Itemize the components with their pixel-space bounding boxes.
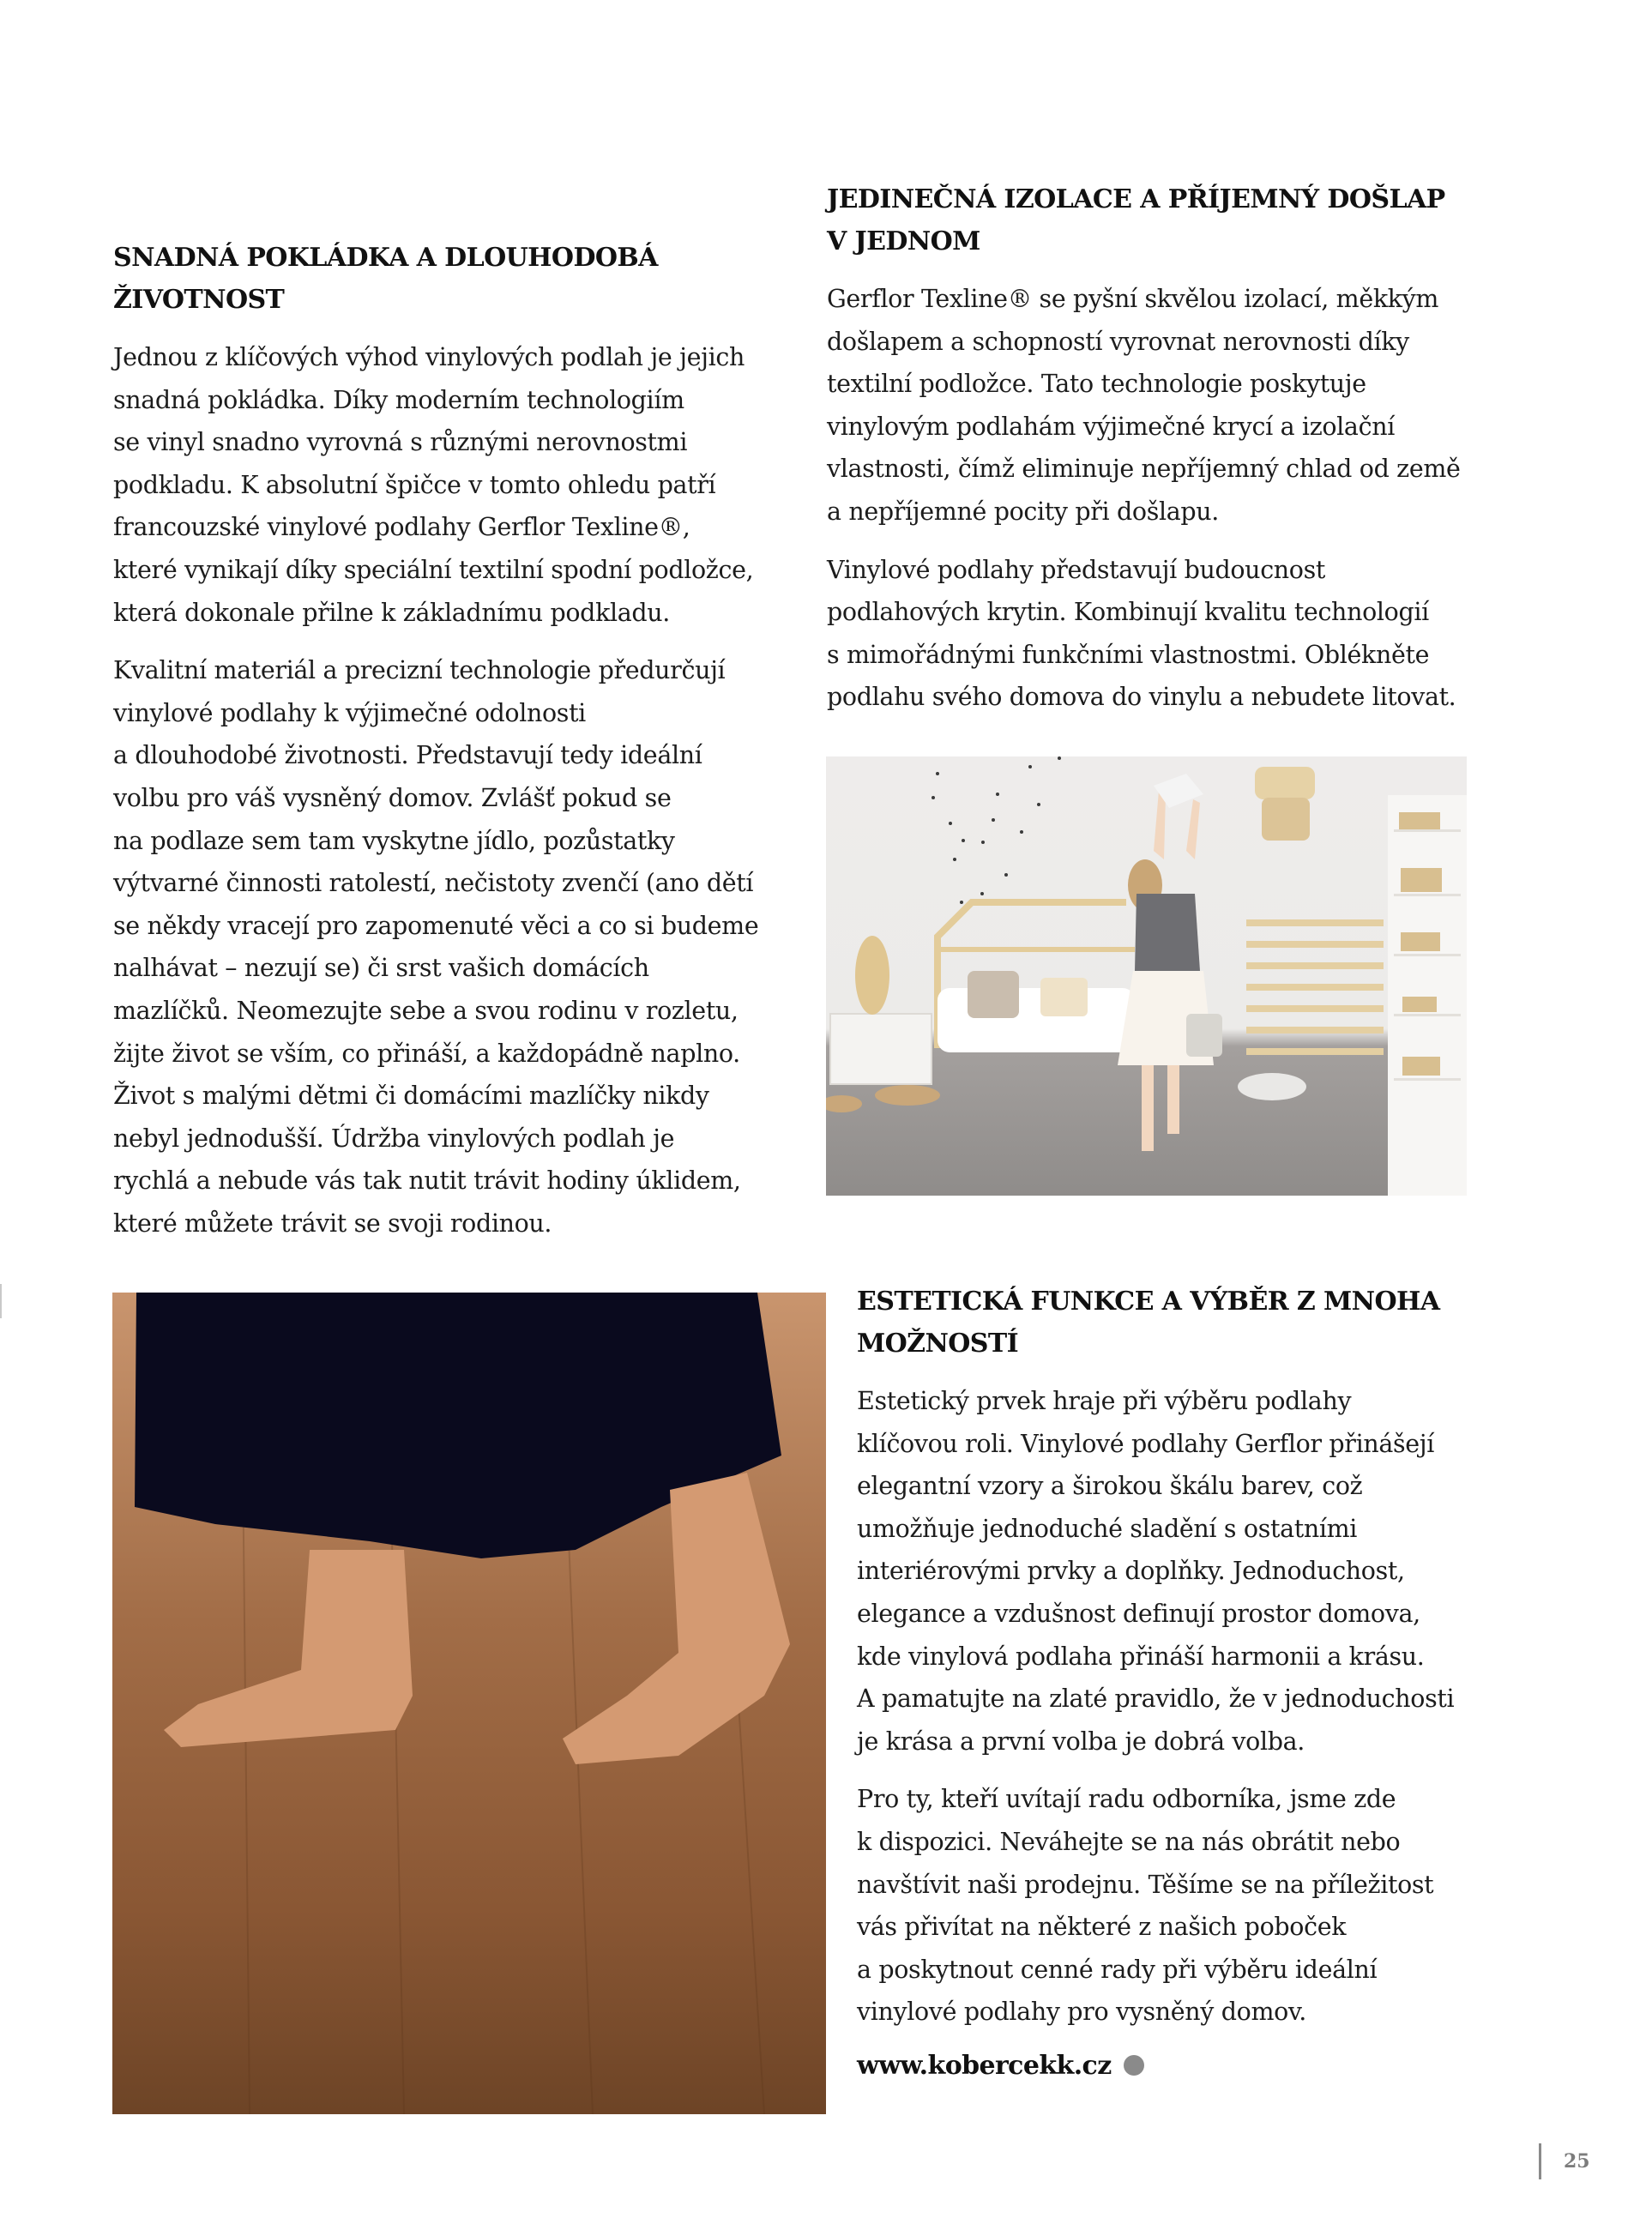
text-line: podkladu. K absolutní špičce v tomto ohledu patří — [113, 470, 716, 499]
text-line: klíčovou roli. Vinylové podlahy Gerflor přinášejí — [857, 1429, 1435, 1458]
text-line: s mimořádnými funkčními vlastnostmi. Oblékněte — [827, 640, 1430, 669]
text-line: které můžete trávit se svoji rodinou. — [113, 1208, 552, 1238]
heading-line: ESTETICKÁ FUNKCE A VÝBĚR Z MNOHA — [857, 1287, 1440, 1317]
side-crate — [830, 936, 932, 1084]
text-line: francouzské vinylové podlahy Gerflor Texline®, — [113, 513, 690, 542]
text-line: a dlouhodobé životnosti. Představují tedy ideální — [113, 741, 702, 770]
heading-line: ŽIVOTNOST — [113, 285, 285, 315]
text-line: snadná pokládka. Díky moderním technologiím — [113, 385, 684, 414]
wall-slats — [1246, 919, 1384, 1055]
text-line: vinylové podlahy k výjimečné odolnosti — [113, 698, 586, 727]
text-line: rychlá a nebude vás tak nutit trávit hodiny úklidem, — [113, 1166, 741, 1196]
text-line: vlastnosti, čímž eliminuje nepříjemný chlad od země — [827, 455, 1461, 484]
text-line: A pamatujte na zlaté pravidlo, že v jednoduchosti — [857, 1685, 1455, 1714]
text-line: k dispozici. Neváhejte se na nás obrátit nebo — [857, 1827, 1401, 1856]
section-insulation — [827, 178, 1479, 719]
text-line: Život s malými dětmi či domácími mazlíčky nikdy — [113, 1082, 709, 1111]
footer-divider — [1539, 2143, 1541, 2179]
text-line: textilní podložce. Tato technologie poskytuje — [827, 370, 1366, 399]
text-line: elegance a vzdušnost definují prostor domova, — [857, 1599, 1420, 1628]
text-line: kde vinylová podlaha přináší harmonii a krásu. — [857, 1642, 1425, 1671]
photo-kids-room — [826, 756, 1467, 1196]
text-line: nalhávat – nezují se) či srst vašich domácích — [113, 954, 649, 983]
text-line: vinylovým podlahám výjimečné krycí a izolační — [827, 412, 1395, 441]
text-line: na podlaze sem tam vyskytne jídlo, pozůstatky — [113, 826, 675, 855]
feet-illustration — [112, 1293, 826, 2114]
text-line: které vynikají díky speciální textilní spodní podložce, — [113, 555, 754, 584]
text-line: Jednou z klíčových výhod vinylových podlah je jejich — [113, 343, 745, 371]
section-installation — [113, 237, 782, 1245]
page-footer — [1539, 2143, 1590, 2180]
text-line: Gerflor Texline® se pyšní skvělou izolací, měkkým — [827, 285, 1439, 313]
text-line: se vinyl snadno vyrovná s různými nerovnostmi — [113, 428, 688, 457]
text-line: Kvalitní materiál a precizní technologie předurčují — [113, 656, 726, 685]
text-line: vás přivítat na některé z našich poboček — [857, 1913, 1347, 1942]
text-line: Pro ty, kteří uvítají radu odborníka, jsme zde — [857, 1785, 1396, 1814]
text-line: je krása a první volba je dobrá volba. — [857, 1727, 1305, 1756]
bookshelf — [1388, 795, 1467, 1196]
paragraph — [857, 1778, 1492, 2034]
section-heading — [827, 178, 1479, 262]
text-line: mazlíčků. Neomezujte sebe a svou rodinu v rozletu, — [113, 996, 739, 1025]
text-line: navštívit naši prodejnu. Těšíme se na příležitost — [857, 1870, 1434, 1899]
heading-line: SNADNÁ POKLÁDKA A DLOUHODOBÁ — [113, 243, 658, 273]
section-aesthetics — [857, 1281, 1492, 2081]
heading-line: V JEDNOM — [827, 226, 980, 256]
text-line: podlahu svého domova do vinylu a nebudete litovat. — [827, 683, 1456, 712]
lamp-shade — [1255, 767, 1315, 841]
wall-dots — [932, 756, 1061, 904]
text-line: vinylové podlahy pro vysněný domov. — [857, 1998, 1307, 2027]
website-link[interactable]: www.kobercekk.cz — [857, 2050, 1112, 2081]
paragraph — [827, 549, 1479, 719]
text-line: nebyl jednodušší. Údržba vinylových podlah je — [113, 1124, 675, 1153]
text-line: Vinylové podlahy představují budoucnost — [827, 555, 1325, 584]
text-line: interiérovými prvky a doplňky. Jednoduchost, — [857, 1557, 1405, 1586]
bullet-dot-icon — [1124, 2055, 1144, 2076]
website-row — [857, 2051, 1492, 2081]
text-line: došlapem a schopností vyrovnat nerovnosti díky — [827, 327, 1409, 356]
section-heading — [113, 237, 782, 321]
heading-line: JEDINEČNÁ IZOLACE A PŘÍJEMNÝ DOŠLAP — [827, 184, 1445, 214]
paragraph — [827, 278, 1479, 533]
text-line: žijte život se vším, co přináší, a každopádně naplno. — [113, 1039, 740, 1068]
paragraph — [113, 336, 782, 634]
text-line: elegantní vzory a širokou škálu barev, což — [857, 1472, 1363, 1501]
text-line: výtvarné činnosti ratolestí, nečistoty zvenčí (ano dětí — [113, 869, 754, 898]
text-line: se někdy vracejí pro zapomenuté věci a co si budeme — [113, 911, 759, 940]
text-line: a poskytnout cenné rady při výběru ideální — [857, 1955, 1378, 1984]
page-number: 25 — [1564, 2150, 1590, 2173]
kids-room-illustration — [826, 756, 1467, 1196]
text-line: umožňuje jednoduché sladění s ostatními — [857, 1514, 1358, 1543]
section-heading — [857, 1281, 1492, 1365]
text-line: která dokonale přilne k základnímu podkladu. — [113, 598, 671, 627]
paragraph — [113, 649, 782, 1245]
photo-feet-on-floor — [112, 1293, 826, 2114]
paragraph — [857, 1380, 1492, 1763]
text-line: Estetický prvek hraje při výběru podlahy — [857, 1387, 1352, 1415]
text-line: podlahových krytin. Kombinují kvalitu technologií — [827, 598, 1429, 627]
text-line: volbu pro váš vysněný domov. Zvlášť pokud se — [113, 783, 672, 812]
page-edge-mark — [0, 1284, 2, 1318]
house-bed — [938, 902, 1135, 1052]
heading-line: MOŽNOSTÍ — [857, 1329, 1019, 1359]
girl — [1118, 774, 1214, 1151]
text-line: a nepříjemné pocity při došlapu. — [827, 497, 1219, 526]
